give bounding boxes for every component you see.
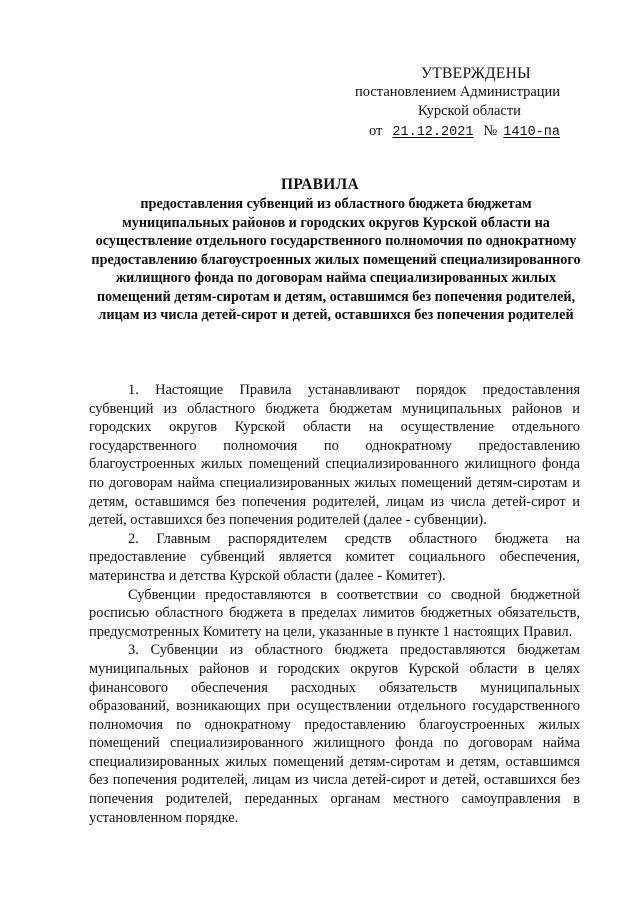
approval-region: Курской области <box>418 103 521 119</box>
approval-date-number-row <box>355 122 605 142</box>
approval-number: 1410-па <box>503 125 560 140</box>
document-subtitle: предоставления субвенций из областного бюджета бюджетам муниципальных районов и городских округов Курской области на осуществление отдельного государственного полномочия по однократному предоставлению благоустроенных жилых помещений специализированного жилищного фонда по договорам найма специализированных жилых помещений детям-сиротам и детям, оставшимся без попечения родителей, лицам из числа детей-сирот и детей, оставшихся без попечения родителей <box>91 196 581 323</box>
approval-stamp <box>355 64 605 142</box>
approval-issuer: постановлением Администрации <box>355 84 561 100</box>
paragraph-4: 3. Субвенции из областного бюджета предоставляются бюджетам муниципальных районов и городских округов Курской области в целях финансового обеспечения расходных обязательств муниципальных образований, возникающих при осуществлении отдельного государственного полномочия по однократному предоставлению благоустроенных жилых помещений специализированного жилищного фонда по договорам найма специализированных жилых помещений детям-сиротам и детям, оставшимся без попечения родителей, лицам из числа детей-сирот и детей, оставшихся без попечения родителей, переданных органам местного самоуправления в установленном порядке. <box>89 642 580 826</box>
approval-title: УТВЕРЖДЕНЫ <box>421 65 531 82</box>
approval-date: 21.12.2021 <box>392 125 474 140</box>
document-body <box>89 381 580 827</box>
approval-number-prefix: № <box>483 123 498 139</box>
paragraph-2: 2. Главным распорядителем средств областного бюджета на предоставление субвенций является комитет социального обеспечения, материнства и детства Курской области (далее - Комитет). <box>89 530 580 584</box>
paragraph-3: Субвенции предоставляются в соответствии со сводной бюджетной росписью областного бюджета в пределах лимитов бюджетных обязательств, предусмотренных Комитету на цели, указанные в пункте 1 настоящих Правил. <box>89 586 580 640</box>
approval-date-prefix: от <box>369 123 383 139</box>
document-title: ПРАВИЛА <box>281 176 359 193</box>
paragraph-1: 1. Настоящие Правила устанавливают порядок предоставления субвенций из областного бюджета бюджетам муниципальных районов и городских округов Курской области на осуществление отдельного государственного полномочия по однократному предоставлению благоустроенных жилых помещений специализированного жилищного фонда по договорам найма специализированных жилых помещений детям-сиротам и детям, оставшимся без попечения родителей, лицам из числа детей-сирот и детей, оставшихся без попечения родителей (далее - субвенции). <box>89 382 580 529</box>
